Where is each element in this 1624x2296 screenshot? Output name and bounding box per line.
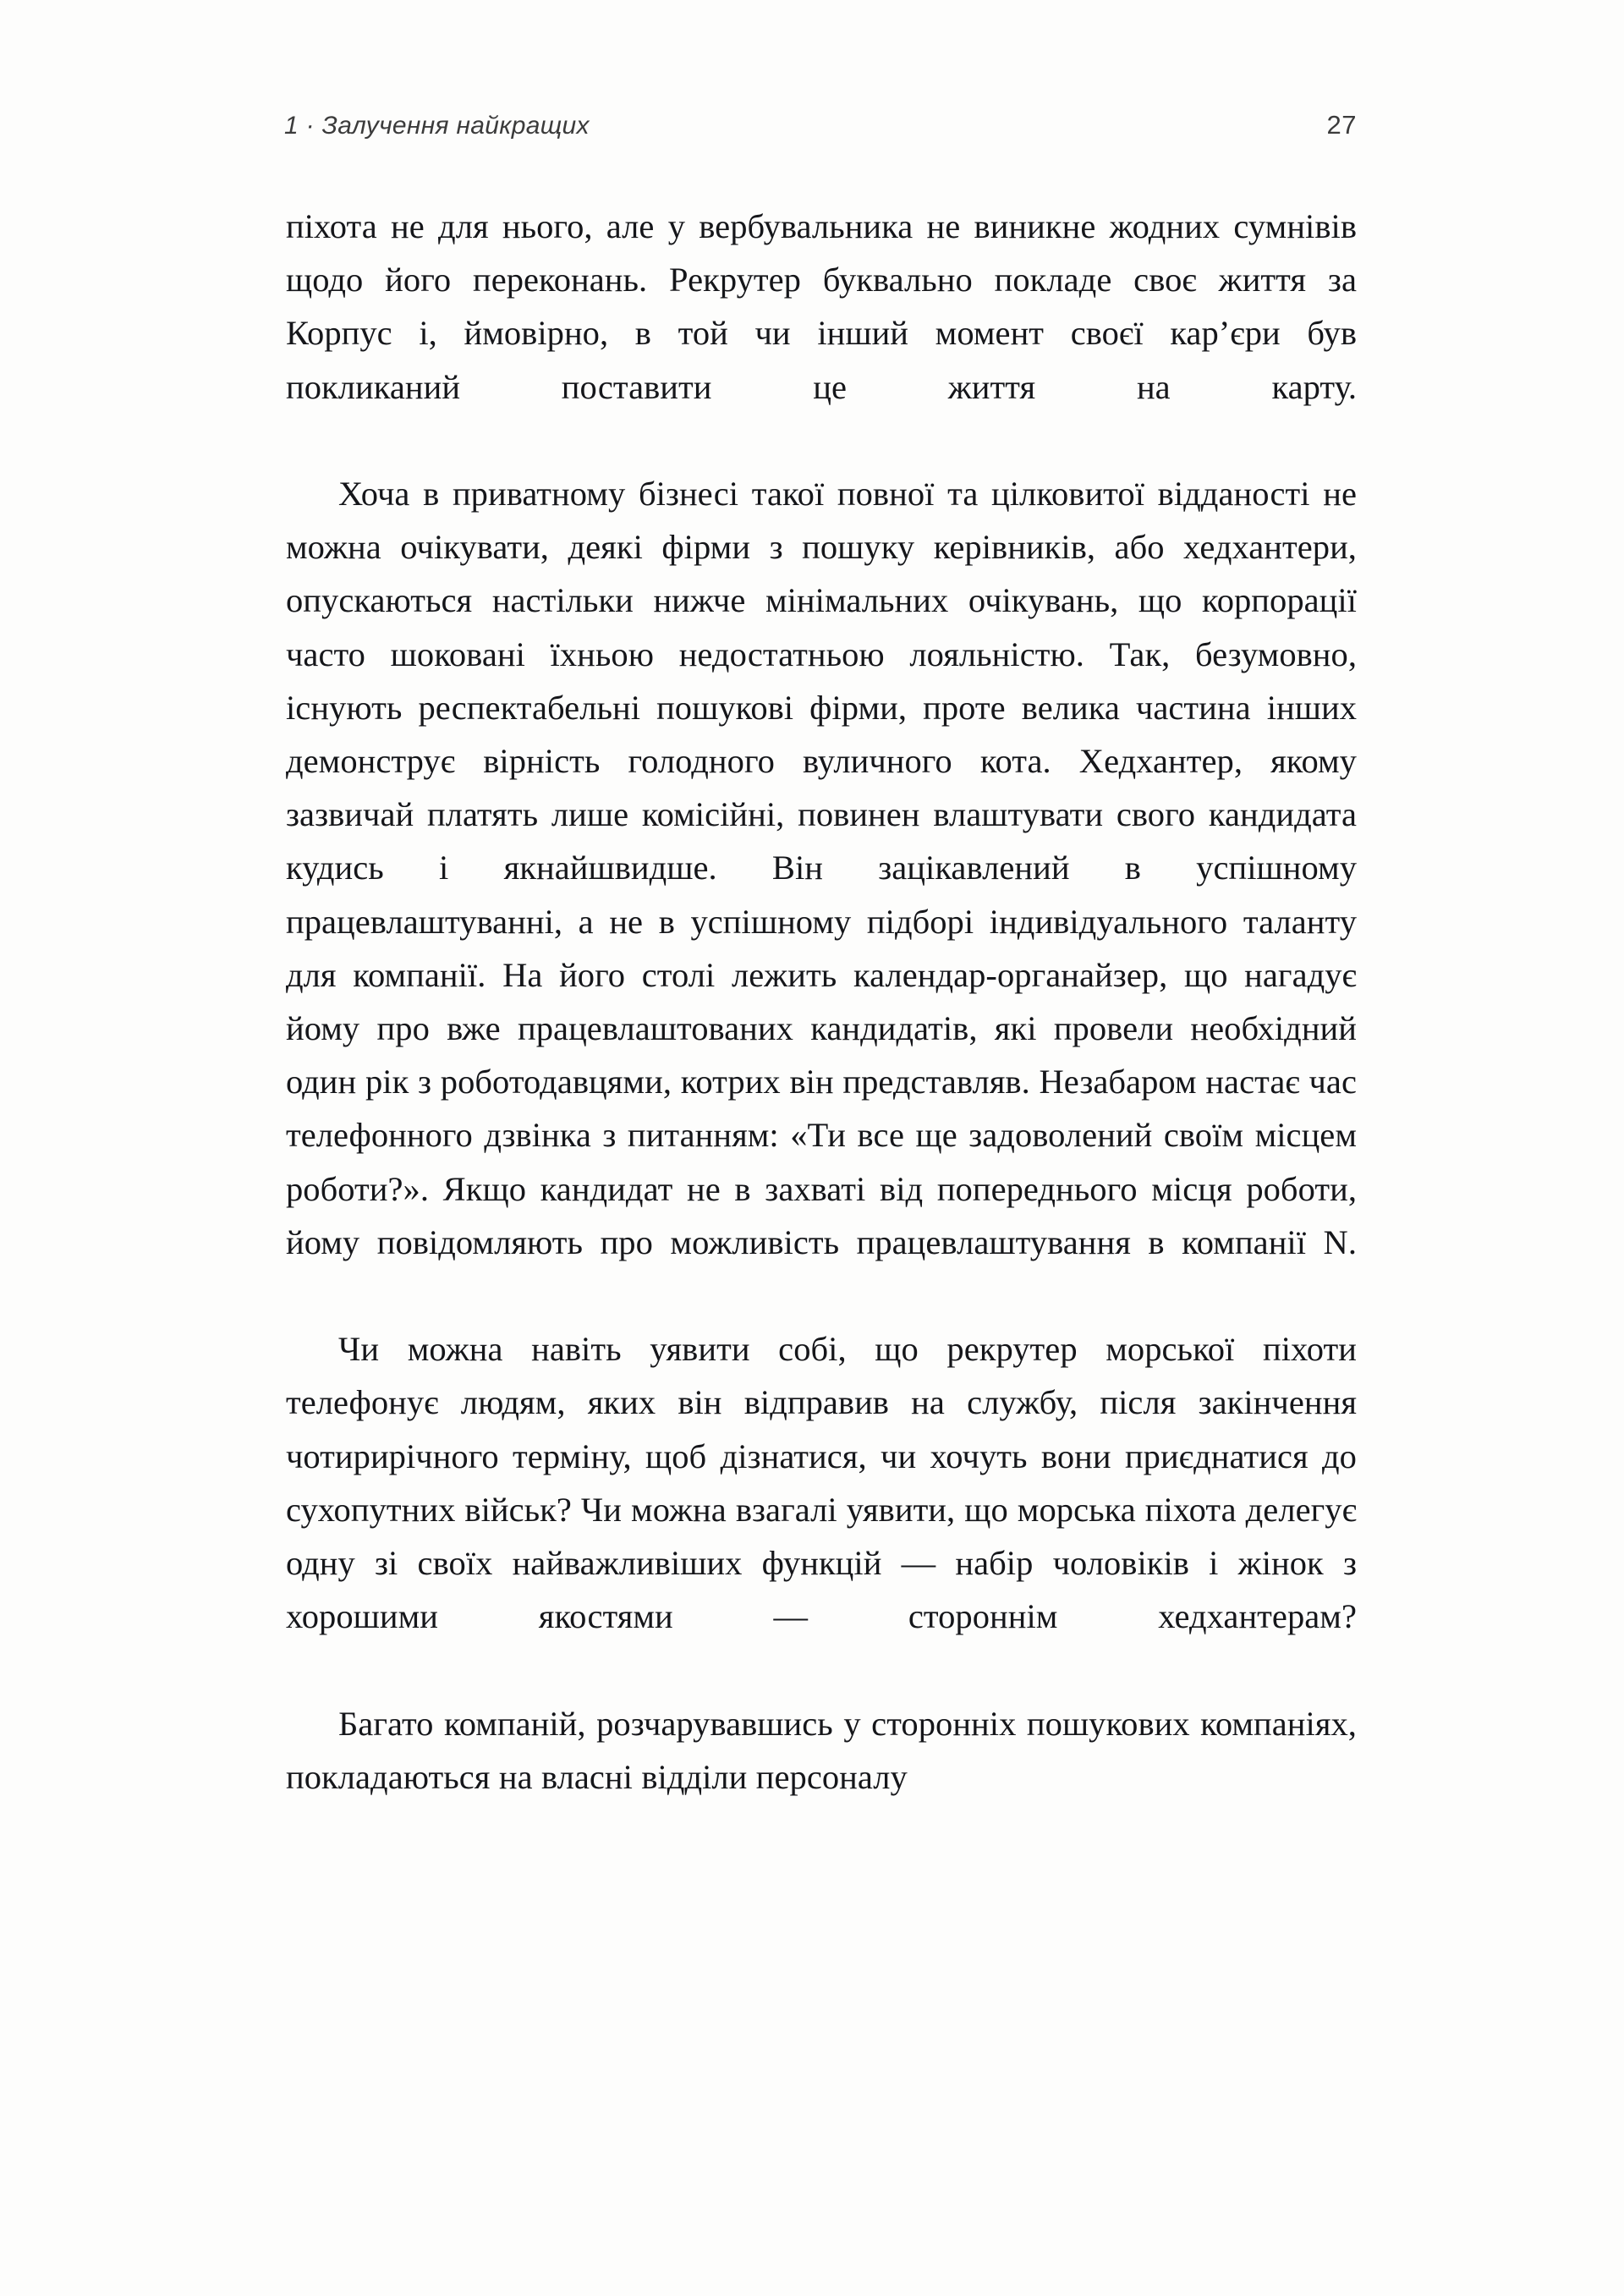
paragraph-3: Чи можна навіть уявити собі, що рекрутер морської піхоти телефонує людям, яких він відправив на службу, після закінчення чотирирічного терміну, щоб дізнатися, чи хочуть вони приєднатися до сухопутних військ? Чи можна взагалі уявити, що морська піхота делегує одну зі своїх найважливіших функцій — набір чоловіків і жінок з хорошими якостями — стороннім хедхантерам? <box>286 1330 1357 1636</box>
running-head-chapter-title: 1 · Залучення найкращих <box>284 112 590 140</box>
paragraph-1: піхота не для нього, але у вербувальника не виникне жодних сумнівів щодо його переконань. Рекрутер буквально покладе своє життя за Корпус і, ймовірно, в той чи інший момент своєї кар’єри був покликаний поставити це життя на карту. <box>286 207 1357 406</box>
body-text-block <box>286 200 1357 1804</box>
paragraph-4: Багато компаній, розчарувавшись у сторонніх пошукових компаніях, покладаються на власні відділи персоналу <box>286 1704 1357 1796</box>
paragraph-2: Хоча в приватному бізнесі такої повної та цілковитої відданості не можна очікувати, деякі фірми з пошуку керівників, або хедхантери, опускаються настільки нижче мінімальних очікувань, що корпорації часто шоковані їхньою недостатньою лояльністю. Так, безумовно, існують респектабельні пошукові фірми, проте велика частина інших демонструє вірність голодного вуличного кота. Хедхантер, якому зазвичай платять лише комісійні, повинен влаштувати свого кандидата кудись і якнайшвидше. Він зацікавлений в успішному працевлаштуванні, а не в успішному підборі індивідуального таланту для компанії. На його столі лежить календар-органайзер, що нагадує йому про вже працевлаштованих кандидатів, які провели необхідний один рік з роботодавцями, котрих він представляв. Незабаром настає час телефонного дзвінка з питанням: «Ти все ще задоволений своїм місцем роботи?». Якщо кандидат не в захваті від попереднього місця роботи, йому повідомляють про можливість працевлаштування в компанії N. <box>286 475 1357 1261</box>
page-number: 27 <box>1326 110 1357 140</box>
running-head <box>284 110 1357 157</box>
